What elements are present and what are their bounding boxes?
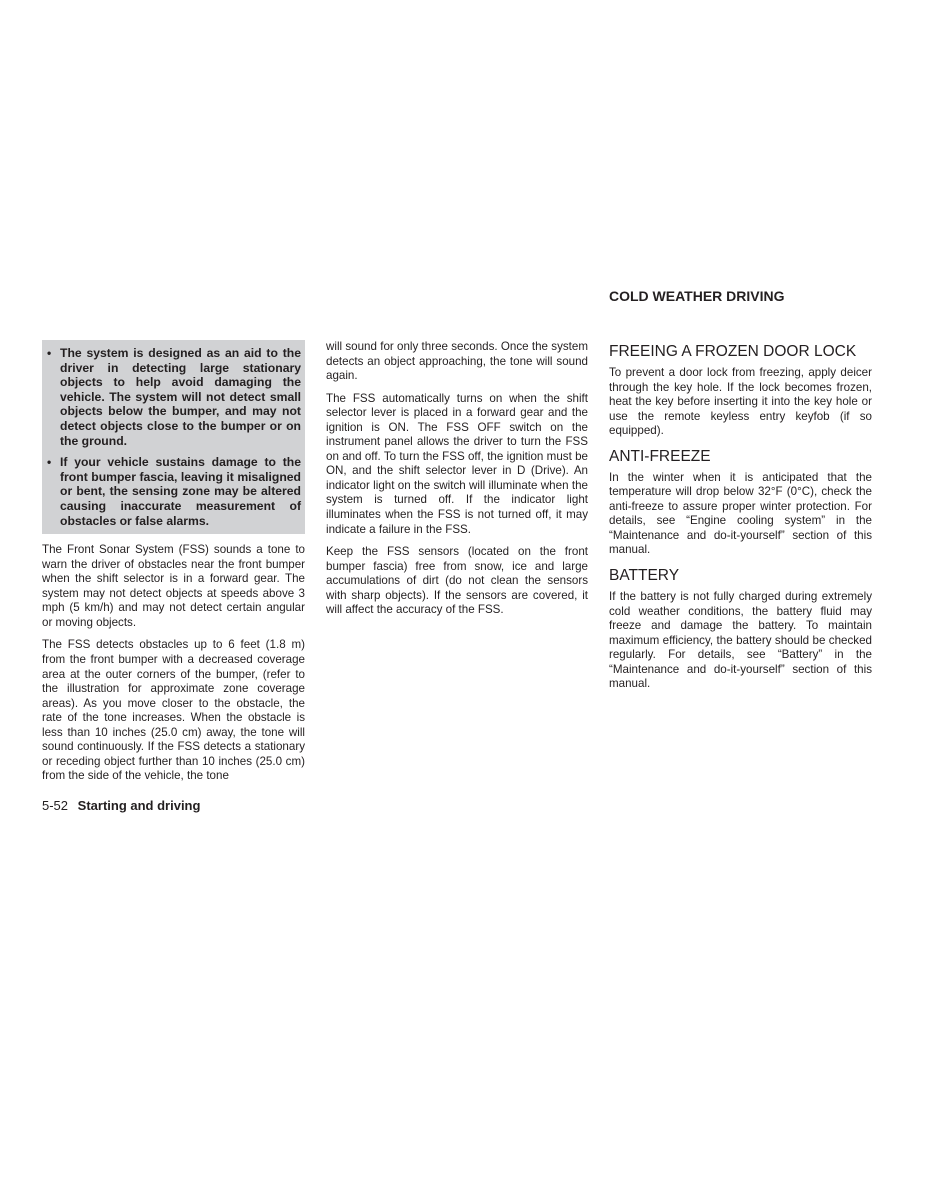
caution-box [42, 340, 305, 534]
right-column [609, 287, 872, 700]
bullet-icon: • [47, 346, 52, 360]
body-paragraph: The Front Sonar System (FSS) sounds a tone to warn the driver of obstacles near the front bumper when the shift selector is in a forward gear. The system may not detect objects at speeds above 3 mph (5 km/h) and may not detect certain angular or moving objects. [42, 543, 305, 629]
middle-column [326, 340, 588, 626]
body-paragraph: If the battery is not fully charged during extremely cold weather conditions, the battery fluid may freeze and damage the battery. To maintain maximum efficiency, the battery should be checked regularly. For details, see “Battery” in the “Maintenance and do-it-yourself” section of this manual. [609, 590, 872, 691]
body-paragraph: In the winter when it is anticipated that the temperature will drop below 32°F (0°C), check the anti-freeze to assure proper winter protection. For details, see “Engine cooling system” in the “Maintenance and do-it-yourself” section of this manual. [609, 470, 872, 557]
page-footer [42, 797, 200, 815]
subsection-heading: FREEING A FROZEN DOOR LOCK [609, 343, 857, 360]
left-column [42, 340, 305, 792]
subsection-heading: BATTERY [609, 567, 680, 585]
body-paragraph: To prevent a door lock from freezing, apply deicer through the key hole. If the lock becomes frozen, heat the key before inserting it into the key hole or use the remote keyless entry keyfob (if so equipped). [609, 366, 872, 438]
body-paragraph: will sound for only three seconds. Once the system detects an object approaching, the tone will sound again. [326, 340, 588, 383]
bullet-icon: • [47, 455, 52, 470]
caution-item [46, 346, 301, 448]
caution-text: The system is designed as an aid to the driver in detecting large stationary objects to help avoid damaging the vehicle. The system will not detect small objects below the bumper, and may not detect objects close to the bumper or on the ground. [60, 346, 301, 448]
body-paragraph: The FSS automatically turns on when the shift selector lever is placed in a forward gear and the ignition is ON. The FSS OFF switch on the instrument panel allows the driver to turn the FSS on and off. To turn the FSS off, the ignition must be ON, and the shift selector lever in D (Drive). An indicator light on the switch will illuminate when the system is turned off. If the indicator light illuminates when the FSS is not turned off, it may indicate a failure in the FSS. [326, 391, 588, 536]
caution-text: If your vehicle sustains damage to the front bumper fascia, leaving it misaligned or bent, the sensing zone may be altered causing inaccurate measurement of obstacles or false alarms. [60, 455, 301, 528]
section-title: COLD WEATHER DRIVING [609, 288, 785, 304]
body-paragraph: The FSS detects obstacles up to 6 feet (1.8 m) from the front bumper with a decreased coverage area at the outer corners of the bumper, (refer to the illustration for approximate zone coverage areas). As you move closer to the obstacle, the rate of the tone increases. When the obstacle is less than 10 inches (25.0 cm) away, the tone will sound continuously. If the FSS detects a stationary or receding object further than 10 inches (25.0 cm) from the side of the vehicle, the tone [42, 638, 305, 783]
body-paragraph: Keep the FSS sensors (located on the front bumper fascia) free from snow, ice and large accumulations of dirt (do not clean the sensors with sharp objects). If the sensors are covered, it will affect the accuracy of the FSS. [326, 545, 588, 617]
subsection-heading: ANTI-FREEZE [609, 447, 711, 465]
caution-item [46, 455, 301, 528]
footer-section-name: Starting and driving [77, 798, 201, 813]
page-number: 5-52 [42, 798, 69, 813]
